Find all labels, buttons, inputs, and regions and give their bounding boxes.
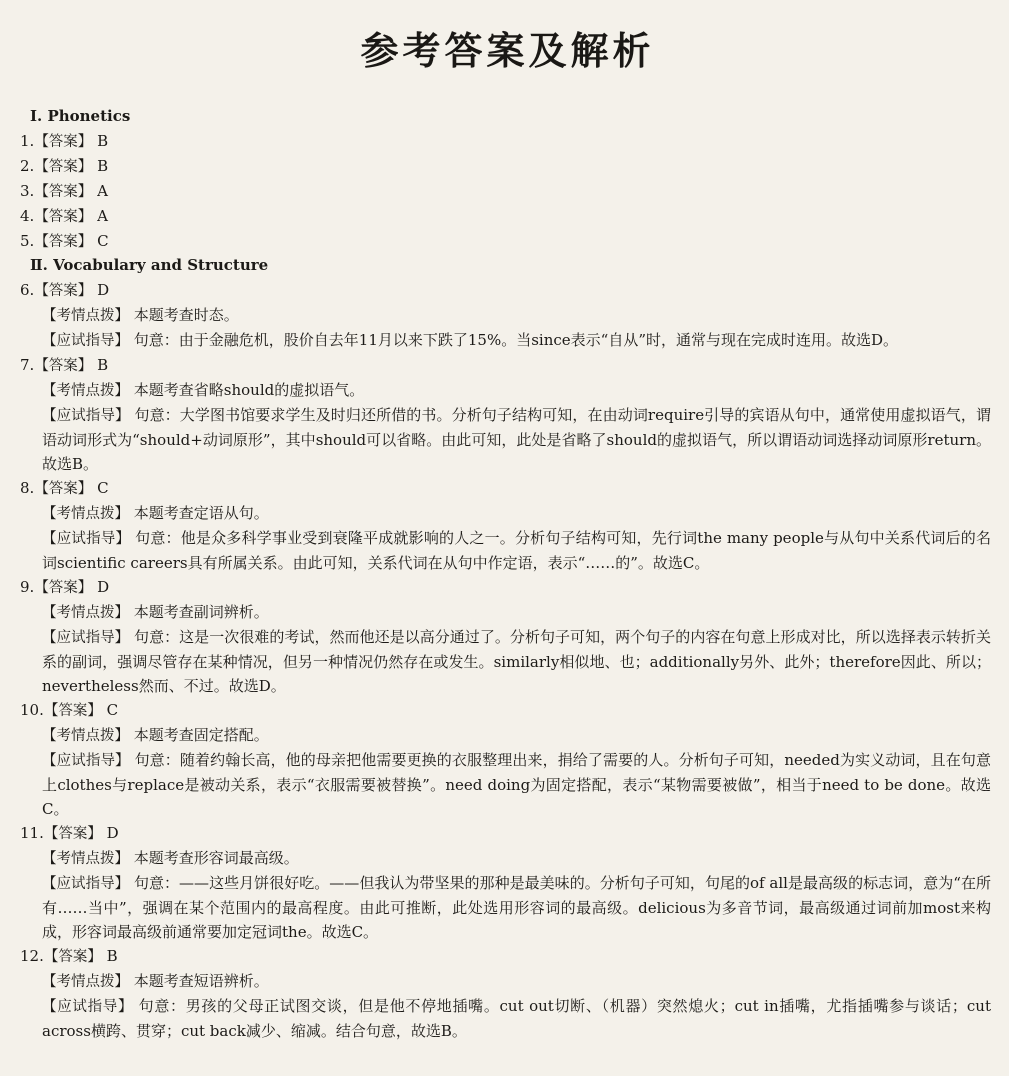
section-heading-phonetics: Ⅰ. Phonetics (30, 107, 131, 125)
answer-row: 1.【答案】 B (20, 132, 109, 150)
answer-row: 8.【答案】 C (20, 479, 109, 497)
exam-point: 【考情点拨】 本题考查形容词最高级。 (42, 849, 299, 867)
answer-row: 12.【答案】 B (20, 947, 118, 965)
answer-guide: 【应试指导】 句意：——这些月饼很好吃。——但我认为带坚果的那种是最美味的。分析句子可知，句尾的of all是最高级的标志词，意为“在所有……当中”，强调在某个范围内的最高程度。由此可推断，此处选用形容词的最高级。delicious为多音节词，最高级通过词前加most来构成，形容词最高级前通常要加定冠词the。故选C。 (42, 874, 991, 941)
answer-row: 2.【答案】 B (20, 157, 109, 175)
answer-row: 7.【答案】 B (20, 356, 109, 374)
exam-point: 【考情点拨】 本题考查时态。 (42, 306, 239, 324)
exam-point: 【考情点拨】 本题考查副词辨析。 (42, 603, 269, 621)
answer-row: 3.【答案】 A (20, 182, 108, 200)
exam-point: 【考情点拨】 本题考查短语辨析。 (42, 972, 269, 990)
answer-guide: 【应试指导】 句意：由于金融危机，股价自去年11月以来下跌了15%。当since表示“自从”时，通常与现在完成时连用。故选D。 (42, 331, 899, 349)
answer-row: 11.【答案】 D (20, 824, 119, 842)
exam-point: 【考情点拨】 本题考查省略should的虚拟语气。 (42, 381, 365, 399)
answer-row: 5.【答案】 C (20, 232, 109, 250)
answer-guide: 【应试指导】 句意：随着约翰长高，他的母亲把他需要更换的衣服整理出来，捐给了需要的人。分析句子可知，needed为实义动词，且在句意上clothes与replace是被动关系，表示“衣服需要被替换”。need doing为固定搭配，表示“某物需要被做”，相当于need to be done。故选C。 (42, 751, 991, 818)
section-heading-vocabulary: Ⅱ. Vocabulary and Structure (30, 256, 269, 274)
answer-guide: 【应试指导】 句意：这是一次很难的考试，然而他还是以高分通过了。分析句子可知，两个句子的内容在句意上形成对比，所以选择表示转折关系的副词，强调尽管存在某种情况，但另一种情况仍然存在或发生。similarly相似地、也；additionally另外、此外；therefore因此、所以；nevertheless然而、不过。故选D。 (42, 628, 991, 695)
answer-row: 9.【答案】 D (20, 578, 110, 596)
exam-point: 【考情点拨】 本题考查固定搭配。 (42, 726, 269, 744)
answer-guide: 【应试指导】 句意：他是众多科学事业受到衰隆平成就影响的人之一。分析句子结构可知，先行词the many people与从句中关系代词后的名词scientific careers具有所属关系。由此可知，关系代词在从句中作定语，表示“……的”。故选C。 (42, 529, 991, 572)
answer-row: 10.【答案】 C (20, 701, 119, 719)
answer-guide: 【应试指导】 句意：男孩的父母正试图交谈，但是他不停地插嘴。cut out切断、（机器）突然熄火；cut in插嘴，尤指插嘴参与谈话；cut across横跨、贯穿；cut back减少、缩减。结合句意，故选B。 (42, 997, 991, 1040)
answer-row: 4.【答案】 A (20, 207, 108, 225)
answer-row: 6.【答案】 D (20, 281, 110, 299)
page-title: 参考答案及解析 (360, 29, 655, 73)
exam-point: 【考情点拨】 本题考查定语从句。 (42, 504, 269, 522)
answer-guide: 【应试指导】 句意：大学图书馆要求学生及时归还所借的书。分析句子结构可知，在由动词require引导的宾语从句中，通常使用虚拟语气，谓语动词形式为“should+动词原形”，其中should可以省略。由此可知，此处是省略了should的虚拟语气，所以谓语动词选择动词原形return。故选B。 (42, 406, 991, 473)
